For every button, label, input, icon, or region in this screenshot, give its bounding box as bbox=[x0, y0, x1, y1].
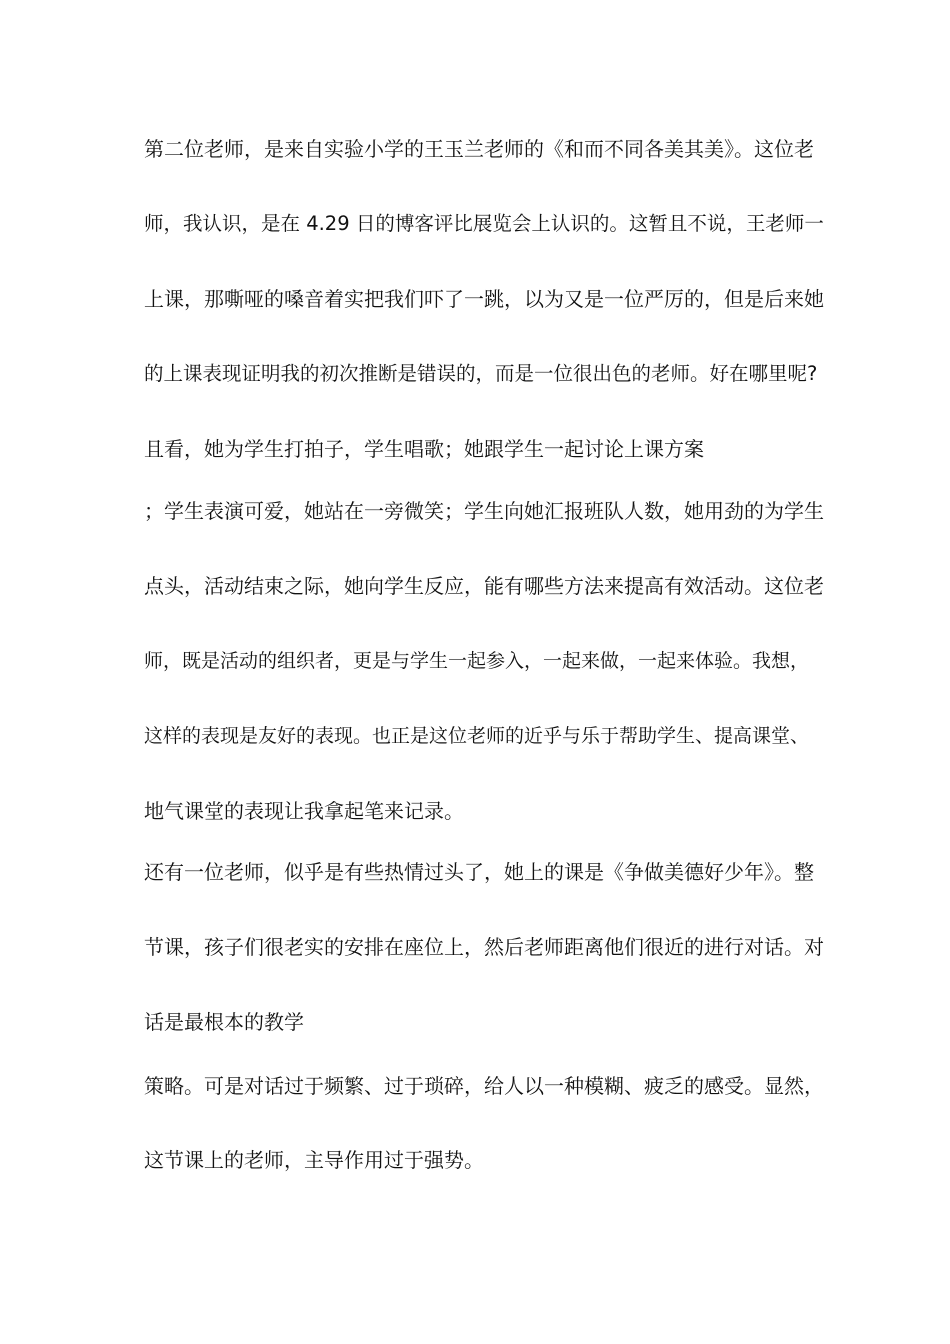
text-line: 策略。可是对话过于频繁、过于琐碎，给人以一种模糊、疲乏的感受。显然， bbox=[144, 1074, 824, 1098]
text-line: 上课，那嘶哑的嗓音着实把我们吓了一跳，以为又是一位严厉的，但是后来她 bbox=[144, 287, 824, 311]
text-line: 师，既是活动的组织者，更是与学生一起参入，一起来做，一起来体验。我想， bbox=[144, 650, 810, 672]
text-line: 师，我认识，是在 4.29 日的博客评比展览会上认识的。这暂且不说，王老师一 bbox=[144, 212, 824, 235]
text-line: 节课，孩子们很老实的安排在座位上，然后老师距离他们很近的进行对话。对 bbox=[144, 935, 824, 959]
text-line: 的上课表现证明我的初次推断是错误的，而是一位很出色的老师。好在哪里呢? bbox=[144, 362, 818, 385]
text-line: 点头，活动结束之际，她向学生反应，能有哪些方法来提高有效活动。这位老 bbox=[144, 574, 824, 598]
text-line: ；学生表演可爱，她站在一旁微笑；学生向她汇报班队人数，她用劲的为学生 bbox=[144, 499, 824, 523]
text-line: 地气课堂的表现让我拿起笔来记录。 bbox=[144, 799, 464, 823]
text-line: 还有一位老师，似乎是有些热情过头了，她上的课是《争做美德好少年》。整 bbox=[144, 860, 814, 884]
text-line: 话是最根本的教学 bbox=[144, 1010, 304, 1034]
text-line: 这节课上的老师，主导作用过于强势。 bbox=[144, 1148, 484, 1172]
text-line: 第二位老师，是来自实验小学的王玉兰老师的《和而不同各美其美》。这位老 bbox=[144, 137, 814, 161]
text-line: 且看，她为学生打拍子，学生唱歌；她跟学生一起讨论上课方案 bbox=[144, 437, 704, 461]
text-line: 这样的表现是友好的表现。也正是这位老师的近乎与乐于帮助学生、提高课堂、 bbox=[144, 725, 810, 747]
